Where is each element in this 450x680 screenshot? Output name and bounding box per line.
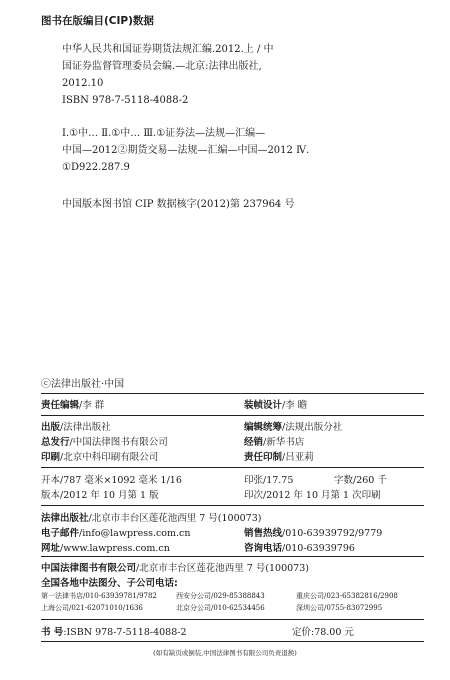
- branch-item: 西安分公司/029-85388843: [176, 592, 265, 600]
- printer-credit: 印刷/北京中科印刷有限公司: [41, 452, 159, 463]
- cip-title: 图书在版编目(CIP)数据: [41, 15, 154, 27]
- divider: [41, 556, 424, 557]
- isbn-label: 书 号: [41, 627, 64, 638]
- consult-value: 010-63939796: [285, 543, 355, 554]
- web-value: www.lawpress.com.cn: [63, 543, 170, 554]
- publisher-address: 法律出版社/北京市丰台区莲花池西里 7 号(100073): [41, 513, 262, 524]
- consult-label: 咨询电话: [244, 543, 283, 554]
- plan-credit: 编辑统筹/法规出版分社: [244, 422, 343, 433]
- isbn-value: ISBN 978-7-5118-4088-2: [66, 627, 187, 638]
- plan-name: 法规出版分社: [285, 422, 343, 433]
- cip-class-line: Ⅰ.①中… Ⅱ.①中… Ⅲ.①证券法—法规—汇编—: [62, 128, 266, 139]
- design-credit: 装帧设计/李 瞻: [244, 400, 308, 411]
- company-address: 北京市丰台区莲花池西里 7 号(100073): [139, 563, 309, 574]
- editor-credit: 责任编辑/李 群: [41, 400, 105, 411]
- branch-item: 北京分公司/010-62534456: [176, 604, 265, 612]
- cip-entry-line: 2012.10: [62, 78, 104, 89]
- consult-line: 咨询电话/010-63939796: [244, 543, 355, 554]
- company-line: 中国法律图书有限公司/北京市丰台区莲花池西里 7 号(100073): [41, 563, 309, 574]
- web-label: 网址: [41, 543, 61, 554]
- print-resp-label: 责任印制: [244, 452, 283, 463]
- branches-title: 全国各地中法图分、子公司电话:: [41, 578, 178, 589]
- email-label: 电子邮件: [41, 528, 80, 539]
- printing-spec: 印次/2012 年 10 月第 1 次印刷: [244, 490, 381, 501]
- seller-credit: 经销/新华书店: [244, 437, 305, 448]
- branch-item: 重庆公司/023-65382816/2908: [296, 592, 398, 600]
- publisher-label: 出版: [41, 422, 61, 433]
- seller-label: 经销: [244, 437, 264, 448]
- address-value: 北京市丰台区莲花池西里 7 号(100073): [91, 513, 262, 524]
- sales-line: 销售热线/010-63939792/9779: [244, 528, 383, 539]
- edition-spec: 版本/2012 年 10 月第 1 版: [41, 490, 159, 501]
- branch-item: 上海公司/021-62071010/1636: [41, 604, 143, 612]
- format-spec: 开本/787 毫米×1092 毫米 1/16: [41, 475, 182, 486]
- company-name: 中国法律图书有限公司: [41, 563, 137, 574]
- printer-label: 印刷: [41, 452, 61, 463]
- plan-label: 编辑统筹: [244, 422, 283, 433]
- seller-name: 新华书店: [266, 437, 305, 448]
- editor-name: 李 群: [82, 400, 105, 411]
- editor-label: 责任编辑: [41, 400, 80, 411]
- printer-name: 北京中科印刷有限公司: [63, 452, 159, 463]
- cip-entry-line: 国证券监督管理委员会编.—北京:法律出版社,: [62, 61, 262, 72]
- sheets-spec: 印张/17.75: [244, 475, 294, 486]
- print-resp-name: 吕亚莉: [285, 452, 314, 463]
- divider: [41, 467, 424, 468]
- divider: [41, 641, 424, 642]
- words-spec: 字数/260 千: [334, 475, 387, 486]
- divider: [41, 505, 424, 506]
- design-label: 装帧设计: [244, 400, 283, 411]
- divider: [41, 415, 424, 416]
- branch-item: 深圳公司/0755-83072995: [296, 604, 383, 612]
- cip-class-line: ①D922.287.9: [62, 162, 130, 173]
- cip-number: 中国版本图书馆 CIP 数据核字(2012)第 237964 号: [62, 199, 295, 210]
- sales-value: 010-63939792/9779: [285, 528, 383, 539]
- web-line: 网址/www.lawpress.com.cn: [41, 543, 170, 554]
- isbn-line: 书 号:ISBN 978-7-5118-4088-2: [41, 627, 187, 638]
- email-line: 电子邮件/info@lawpress.com.cn: [41, 528, 191, 539]
- sales-label: 销售热线: [244, 528, 283, 539]
- return-policy-note: (如有缺页或倒装,中国法律图书有限公司负责退换): [153, 649, 297, 657]
- divider: [41, 619, 424, 620]
- copyright-notice: ⓒ法律出版社·中国: [41, 379, 125, 390]
- distributor-credit: 总发行/中国法律图书有限公司: [41, 437, 168, 448]
- publisher-credit: 出版/法律出版社: [41, 422, 111, 433]
- cip-entry-line: 中华人民共和国证券期货法规汇编.2012.上 / 中: [62, 44, 274, 55]
- cip-class-line: 中国—2012②期货交易—法规—汇编—中国—2012 Ⅳ.: [62, 145, 310, 156]
- address-label: 法律出版社: [41, 513, 89, 524]
- email-value: info@lawpress.com.cn: [82, 528, 191, 539]
- distributor-label: 总发行: [41, 437, 70, 448]
- price: 定价:78.00 元: [292, 627, 354, 638]
- print-resp-credit: 责任印制/吕亚莉: [244, 452, 314, 463]
- distributor-name: 中国法律图书有限公司: [72, 437, 168, 448]
- branch-item: 第一法律书店/010-63939781/9782: [41, 592, 157, 600]
- divider: [41, 393, 424, 394]
- designer-name: 李 瞻: [285, 400, 308, 411]
- publisher-name: 法律出版社: [63, 422, 111, 433]
- cip-isbn: ISBN 978-7-5118-4088-2: [62, 95, 189, 106]
